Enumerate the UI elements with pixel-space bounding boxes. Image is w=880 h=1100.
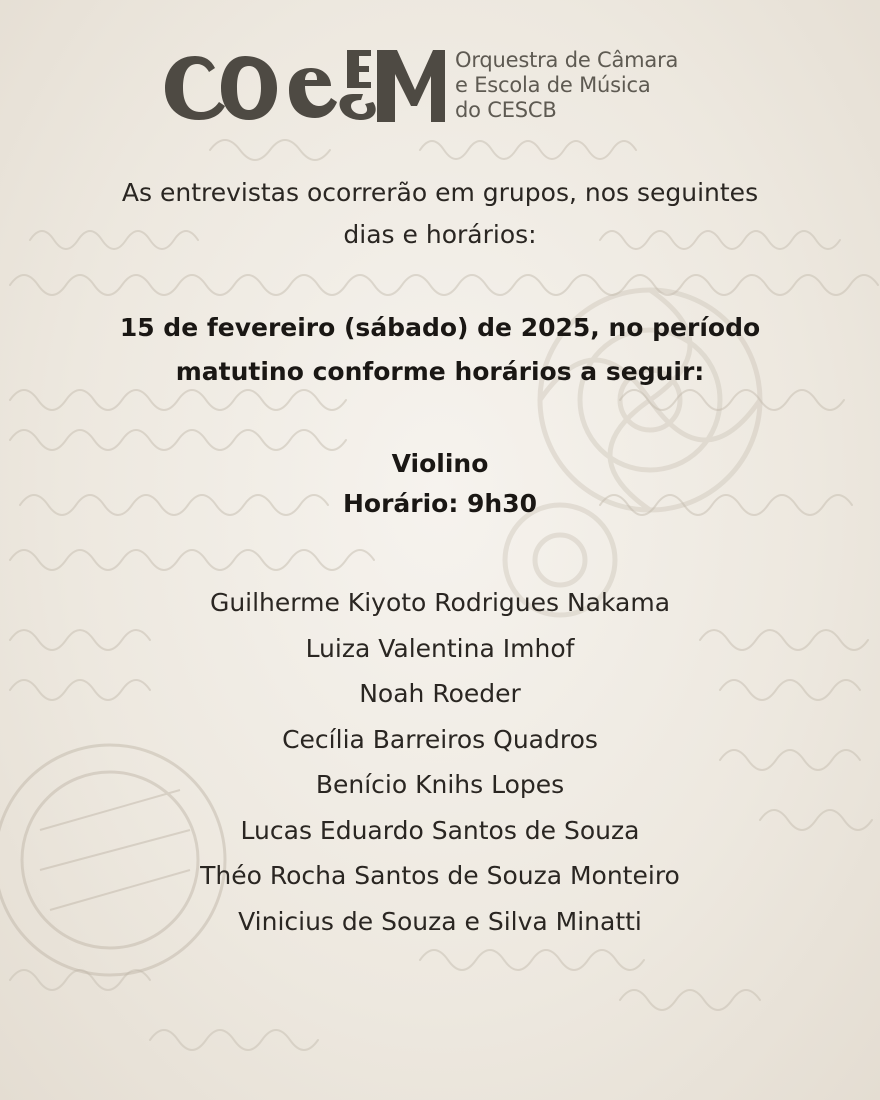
logo-line-cescb: do CESCB: [455, 98, 557, 122]
intro-line-1: As entrevistas ocorrerão em grupos, nos seguintes: [121, 178, 759, 207]
list-item: Noah Roeder: [359, 679, 521, 708]
logo-line-orchestra: Orquestra de Câmara: [455, 48, 679, 72]
instrument-heading: [30, 444, 850, 524]
list-item: Lucas Eduardo Santos de Souza: [240, 815, 640, 845]
schedule-date: [30, 306, 850, 394]
logo-text: [455, 48, 725, 123]
list-item: Cecília Barreiros Quadros: [282, 724, 598, 754]
candidate-list: [30, 580, 850, 944]
list-item: Guilherme Kiyoto Rodrigues Nakama: [209, 588, 671, 617]
list-item: Benício Knihs Lopes: [315, 770, 565, 799]
instrument-name: Violino: [391, 449, 489, 478]
list-item: Théo Rocha Santos de Souza Monteiro: [200, 861, 680, 890]
interview-time: Horário: 9h30: [342, 489, 538, 518]
list-item: Luiza Valentina Imhof: [305, 633, 575, 663]
intro-paragraph: [30, 172, 850, 256]
logo-line-school: e Escola de Música: [455, 73, 651, 97]
list-item: Vinicius de Souza e Silva Minatti: [238, 906, 642, 936]
intro-line-2: dias e horários:: [343, 220, 537, 249]
logo: [165, 44, 725, 130]
schedule-date-line-1: 15 de fevereiro (sábado) de 2025, no período: [119, 313, 761, 342]
schedule-date-line-2: matutino conforme horários a seguir:: [175, 357, 705, 386]
ocesm-logo-mark-icon: [165, 44, 445, 128]
